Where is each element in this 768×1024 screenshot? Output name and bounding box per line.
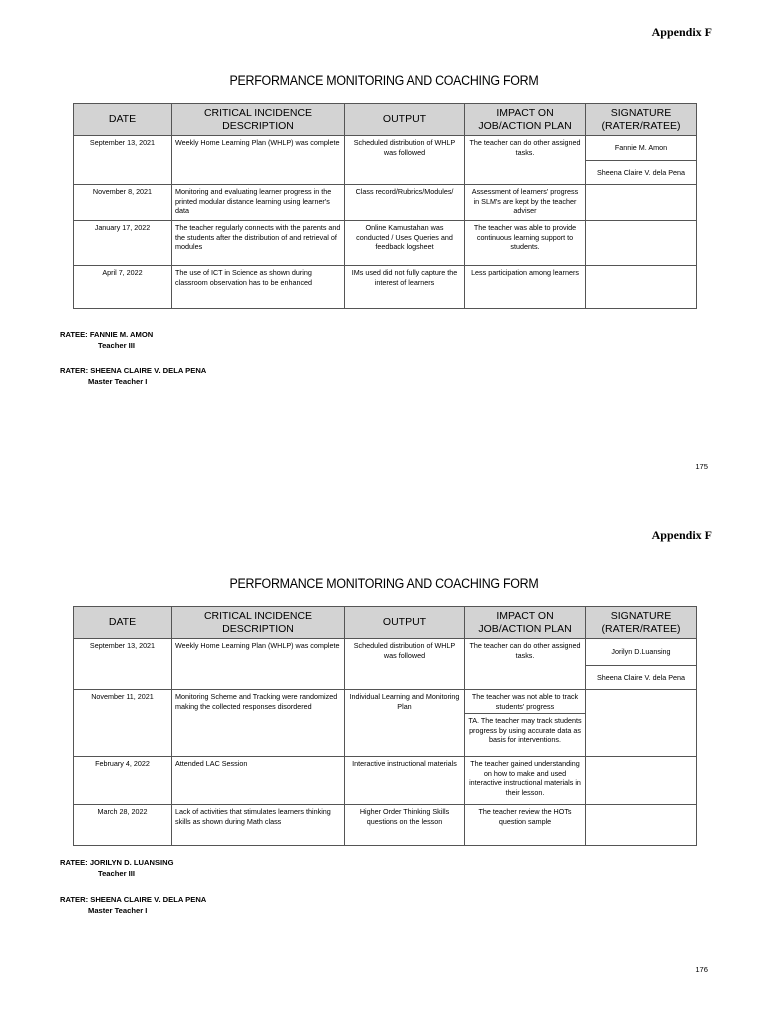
cell-action-plan: TA. The teacher may track students progress by using accurate data as basis for interventions. bbox=[465, 714, 586, 757]
table-row bbox=[74, 690, 697, 714]
header-date: DATE bbox=[74, 104, 172, 136]
rater-name: SHEENA CLAIRE V. DELA PENA bbox=[90, 895, 207, 904]
cell-impact: Less participation among learners bbox=[465, 266, 586, 309]
coaching-table bbox=[73, 606, 697, 846]
cell-signature-ratee: Fannie M. Amon bbox=[586, 136, 697, 161]
page-176 bbox=[0, 503, 768, 1015]
header-impact: IMPACT ON JOB/ACTION PLAN bbox=[465, 104, 586, 136]
ratee-name: FANNIE M. AMON bbox=[89, 330, 154, 339]
cell-impact: The teacher gained understanding on how to make and used interactive instructional materials in their lesson. bbox=[465, 757, 586, 805]
cell-critical: Attended LAC Session bbox=[172, 757, 345, 805]
cell-impact: The teacher was not able to track students' progress bbox=[465, 690, 586, 714]
header-signature: SIGNATURE (RATER/RATEE) bbox=[586, 607, 697, 639]
table-header-row bbox=[74, 104, 697, 136]
cell-output: Individual Learning and Monitoring Plan bbox=[345, 690, 465, 757]
cell-signature-rater: Sheena Claire V. dela Pena bbox=[586, 161, 697, 185]
cell-critical: The teacher regularly connects with the parents and the students after the distribution of and retrieval of modules bbox=[172, 221, 345, 266]
cell-signature bbox=[586, 221, 697, 266]
table-row bbox=[74, 185, 697, 221]
cell-output: IMs used did not fully capture the interest of learners bbox=[345, 266, 465, 309]
table-row bbox=[74, 266, 697, 309]
cell-impact: The teacher can do other assigned tasks. bbox=[465, 639, 586, 690]
cell-impact: Assessment of learners' progress in SLM's are kept by the teacher adviser bbox=[465, 185, 586, 221]
cell-signature bbox=[586, 805, 697, 846]
form-title: PERFORMANCE MONITORING AND COACHING FORM bbox=[229, 73, 539, 88]
rater-position: Master Teacher I bbox=[88, 377, 148, 386]
appendix-label: Appendix F bbox=[651, 25, 712, 39]
cell-output: Higher Order Thinking Skills questions on the lesson bbox=[345, 805, 465, 846]
cell-date: September 13, 2021 bbox=[74, 136, 172, 185]
rater-label: RATER: bbox=[60, 895, 89, 904]
page-number: 176 bbox=[695, 965, 708, 974]
ratee-position: Teacher III bbox=[98, 869, 136, 878]
ratee-block bbox=[60, 330, 153, 350]
header-impact: IMPACT ON JOB/ACTION PLAN bbox=[465, 607, 586, 639]
rater-name: SHEENA CLAIRE V. DELA PENA bbox=[90, 366, 207, 375]
coaching-table bbox=[73, 103, 697, 309]
cell-output: Scheduled distribution of WHLP was followed bbox=[345, 136, 465, 185]
cell-output: Scheduled distribution of WHLP was followed bbox=[345, 639, 465, 690]
cell-signature bbox=[586, 757, 697, 805]
cell-signature bbox=[586, 185, 697, 221]
cell-impact: The teacher can do other assigned tasks. bbox=[465, 136, 586, 185]
ratee-block bbox=[60, 858, 174, 878]
table-row bbox=[74, 221, 697, 266]
cell-date: November 11, 2021 bbox=[74, 690, 172, 757]
rater-block bbox=[60, 366, 206, 386]
cell-date: April 7, 2022 bbox=[74, 266, 172, 309]
header-signature: SIGNATURE (RATER/RATEE) bbox=[586, 104, 697, 136]
cell-signature bbox=[586, 690, 697, 757]
cell-output: Interactive instructional materials bbox=[345, 757, 465, 805]
header-output: OUTPUT bbox=[345, 104, 465, 136]
cell-date: March 28, 2022 bbox=[74, 805, 172, 846]
cell-impact: The teacher was able to provide continuous learning support to students. bbox=[465, 221, 586, 266]
cell-critical: The use of ICT in Science as shown during classroom observation has to be enhanced bbox=[172, 266, 345, 309]
cell-impact: The teacher review the HOTs question sample bbox=[465, 805, 586, 846]
page-number: 175 bbox=[695, 462, 708, 471]
cell-date: September 13, 2021 bbox=[74, 639, 172, 690]
ratee-name: JORILYN D. LUANSING bbox=[89, 858, 174, 867]
header-output: OUTPUT bbox=[345, 607, 465, 639]
cell-date: November 8, 2021 bbox=[74, 185, 172, 221]
header-critical-incidence: CRITICAL INCIDENCE DESCRIPTION bbox=[172, 607, 345, 639]
cell-signature bbox=[586, 266, 697, 309]
rater-position: Master Teacher I bbox=[88, 906, 148, 915]
header-date: DATE bbox=[74, 607, 172, 639]
table-row bbox=[74, 136, 697, 161]
cell-signature-rater: Sheena Claire V. dela Pena bbox=[586, 666, 697, 690]
header-critical-incidence: CRITICAL INCIDENCE DESCRIPTION bbox=[172, 104, 345, 136]
table-row bbox=[74, 757, 697, 805]
ratee-label: RATEE: bbox=[60, 330, 88, 339]
appendix-label: Appendix F bbox=[651, 528, 712, 542]
cell-critical: Weekly Home Learning Plan (WHLP) was complete bbox=[172, 639, 345, 690]
cell-critical: Weekly Home Learning Plan (WHLP) was complete bbox=[172, 136, 345, 185]
cell-critical: Monitoring and evaluating learner progress in the printed modular distance learning using learner's data bbox=[172, 185, 345, 221]
form-title: PERFORMANCE MONITORING AND COACHING FORM bbox=[229, 576, 539, 591]
ratee-position: Teacher III bbox=[98, 341, 136, 350]
cell-date: February 4, 2022 bbox=[74, 757, 172, 805]
table-header-row bbox=[74, 607, 697, 639]
cell-output: Class record/Rubrics/Modules/ bbox=[345, 185, 465, 221]
rater-block bbox=[60, 895, 206, 915]
cell-critical: Monitoring Scheme and Tracking were randomized making the collected responses disordered bbox=[172, 690, 345, 757]
cell-signature-ratee: Jorilyn D.Luansing bbox=[586, 639, 697, 666]
ratee-label: RATEE: bbox=[60, 858, 88, 867]
table-row bbox=[74, 639, 697, 666]
table-row bbox=[74, 805, 697, 846]
cell-output: Online Kamustahan was conducted / Uses Queries and feedback logsheet bbox=[345, 221, 465, 266]
cell-critical: Lack of activities that stimulates learners thinking skills as shown during Math class bbox=[172, 805, 345, 846]
cell-date: January 17, 2022 bbox=[74, 221, 172, 266]
rater-label: RATER: bbox=[60, 366, 89, 375]
